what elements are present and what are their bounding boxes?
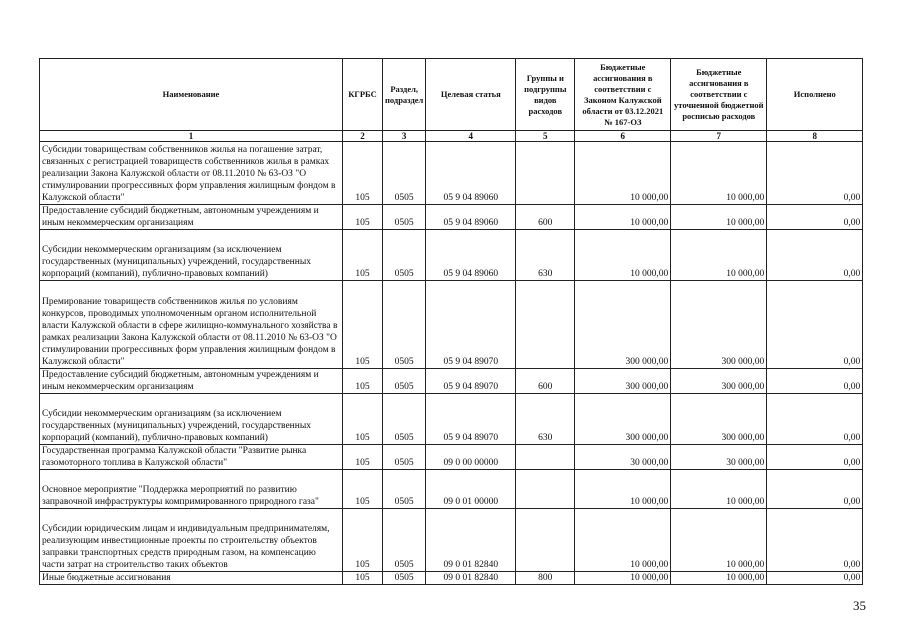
- row-kgrbs: 105: [343, 230, 383, 281]
- table-row: [40, 470, 863, 509]
- column-number: 3: [383, 131, 426, 142]
- row-section: 0505: [383, 369, 426, 394]
- budget-table: [39, 58, 863, 585]
- header-kgrbs: КГРБС: [343, 59, 383, 131]
- header-plan: Бюджетные ассигнования в соответствии с уточненной бюджетной росписью расходов: [671, 59, 767, 131]
- table-row: [40, 281, 863, 369]
- header-done: Исполнено: [767, 59, 863, 131]
- row-name: Предоставление субсидий бюджетным, автономным учреждениям и иным некоммерческим организациям: [40, 369, 343, 394]
- row-target: 09 0 01 82840: [426, 509, 516, 572]
- column-number: 1: [40, 131, 343, 142]
- column-number: 5: [516, 131, 575, 142]
- row-name: Иные бюджетные ассигнования: [40, 572, 343, 585]
- row-section: 0505: [383, 205, 426, 230]
- row-plan-amount: 10 000,00: [671, 509, 767, 572]
- row-target: 05 9 04 89060: [426, 205, 516, 230]
- row-done-amount: 0,00: [767, 281, 863, 369]
- row-kgrbs: 105: [343, 445, 383, 470]
- row-plan-amount: 10 000,00: [671, 142, 767, 205]
- row-name: Субсидии некоммерческим организациям (за исключением государственных (муниципальных) учреждений, государственных корпораций (компаний), публично-правовых компаний): [40, 394, 343, 445]
- header-name: Наименование: [40, 59, 343, 131]
- row-kgrbs: 105: [343, 281, 383, 369]
- row-plan-amount: 30 000,00: [671, 445, 767, 470]
- table-row: [40, 142, 863, 205]
- row-kgrbs: 105: [343, 394, 383, 445]
- column-number: 8: [767, 131, 863, 142]
- row-plan-amount: 300 000,00: [671, 369, 767, 394]
- row-kgrbs: 105: [343, 142, 383, 205]
- row-target: 05 9 04 89070: [426, 394, 516, 445]
- row-target: 09 0 01 00000: [426, 470, 516, 509]
- column-number: 4: [426, 131, 516, 142]
- table-row: [40, 230, 863, 281]
- table-row: [40, 445, 863, 470]
- row-name: Субсидии некоммерческим организациям (за исключением государственных (муниципальных) учреждений, государственных корпораций (компаний), публично-правовых компаний): [40, 230, 343, 281]
- row-name: Государственная программа Калужской области "Развитие рынка газомоторного топлива в Калужской области": [40, 445, 343, 470]
- row-group: [516, 509, 575, 572]
- row-target: 05 9 04 89070: [426, 369, 516, 394]
- row-target: 05 9 04 89070: [426, 281, 516, 369]
- row-target: 09 0 00 00000: [426, 445, 516, 470]
- row-law-amount: 10 000,00: [575, 230, 671, 281]
- row-done-amount: 0,00: [767, 205, 863, 230]
- row-group: [516, 445, 575, 470]
- row-plan-amount: 300 000,00: [671, 281, 767, 369]
- row-done-amount: 0,00: [767, 445, 863, 470]
- row-done-amount: 0,00: [767, 142, 863, 205]
- row-group: [516, 470, 575, 509]
- row-group: 630: [516, 230, 575, 281]
- row-law-amount: 10 000,00: [575, 142, 671, 205]
- row-group: 600: [516, 205, 575, 230]
- row-section: 0505: [383, 509, 426, 572]
- column-number: 7: [671, 131, 767, 142]
- row-law-amount: 300 000,00: [575, 394, 671, 445]
- row-kgrbs: 105: [343, 572, 383, 585]
- row-target: 09 0 01 82840: [426, 572, 516, 585]
- row-law-amount: 10 000,00: [575, 205, 671, 230]
- header-row: [40, 59, 863, 131]
- row-section: 0505: [383, 572, 426, 585]
- row-done-amount: 0,00: [767, 470, 863, 509]
- row-law-amount: 10 000,00: [575, 509, 671, 572]
- header-law: Бюджетные ассигнования в соответствии с Законом Калужской области от 03.12.2021 № 167-ОЗ: [575, 59, 671, 131]
- row-section: 0505: [383, 142, 426, 205]
- row-kgrbs: 105: [343, 470, 383, 509]
- row-law-amount: 10 000,00: [575, 470, 671, 509]
- row-done-amount: 0,00: [767, 509, 863, 572]
- column-number: 2: [343, 131, 383, 142]
- row-group: [516, 142, 575, 205]
- row-law-amount: 300 000,00: [575, 281, 671, 369]
- row-section: 0505: [383, 281, 426, 369]
- row-group: [516, 281, 575, 369]
- row-target: 05 9 04 89060: [426, 142, 516, 205]
- row-law-amount: 30 000,00: [575, 445, 671, 470]
- column-number: 6: [575, 131, 671, 142]
- row-kgrbs: 105: [343, 369, 383, 394]
- row-name: Субсидии товариществам собственников жилья на погашение затрат, связанных с регистрацией товариществ собственников жилья в рамках реализации Закона Калужской области от 08.11.2010 № 63-ОЗ "О стимулировании прогрессивных форм управления жилищным фондом в Калужской области": [40, 142, 343, 205]
- row-plan-amount: 300 000,00: [671, 394, 767, 445]
- table-row: [40, 205, 863, 230]
- row-group: 630: [516, 394, 575, 445]
- row-section: 0505: [383, 445, 426, 470]
- table-row: [40, 509, 863, 572]
- row-kgrbs: 105: [343, 205, 383, 230]
- row-kgrbs: 105: [343, 509, 383, 572]
- column-number-row: [40, 131, 863, 142]
- page-number: 35: [853, 598, 866, 613]
- row-section: 0505: [383, 230, 426, 281]
- row-section: 0505: [383, 470, 426, 509]
- row-name: Основное мероприятие "Поддержка мероприятий по развитию заправочной инфраструктуры компримированного природного газа": [40, 470, 343, 509]
- row-section: 0505: [383, 394, 426, 445]
- header-target: Целевая статья: [426, 59, 516, 131]
- row-group: 800: [516, 572, 575, 585]
- row-done-amount: 0,00: [767, 369, 863, 394]
- table-row: [40, 572, 863, 585]
- row-law-amount: 300 000,00: [575, 369, 671, 394]
- row-plan-amount: 10 000,00: [671, 230, 767, 281]
- row-plan-amount: 10 000,00: [671, 470, 767, 509]
- row-plan-amount: 10 000,00: [671, 205, 767, 230]
- row-done-amount: 0,00: [767, 394, 863, 445]
- row-name: Премирование товариществ собственников жилья по условиям конкурсов, проводимых уполномоченным органом исполнительной власти Калужской области в сфере жилищно-коммунального хозяйства в рамках реализации Закона Калужской области от 08.11.2010 № 63-ОЗ "О стимулировании прогрессивных форм управления жилищным фондом в Калужской области": [40, 281, 343, 369]
- table-row: [40, 394, 863, 445]
- table-row: [40, 369, 863, 394]
- header-section: Раздел, подраздел: [383, 59, 426, 131]
- header-group: Группы и подгруппы видов расходов: [516, 59, 575, 131]
- row-name: Предоставление субсидий бюджетным, автономным учреждениям и иным некоммерческим организациям: [40, 205, 343, 230]
- row-target: 05 9 04 89060: [426, 230, 516, 281]
- row-plan-amount: 10 000,00: [671, 572, 767, 585]
- row-done-amount: 0,00: [767, 230, 863, 281]
- row-group: 600: [516, 369, 575, 394]
- row-name: Субсидии юридическим лицам и индивидуальным предпринимателям, реализующим инвестиционные проекты по строительству объектов заправки транспортных средств природным газом, на компенсацию части затрат на строительство таких объектов: [40, 509, 343, 572]
- row-law-amount: 10 000,00: [575, 572, 671, 585]
- row-done-amount: 0,00: [767, 572, 863, 585]
